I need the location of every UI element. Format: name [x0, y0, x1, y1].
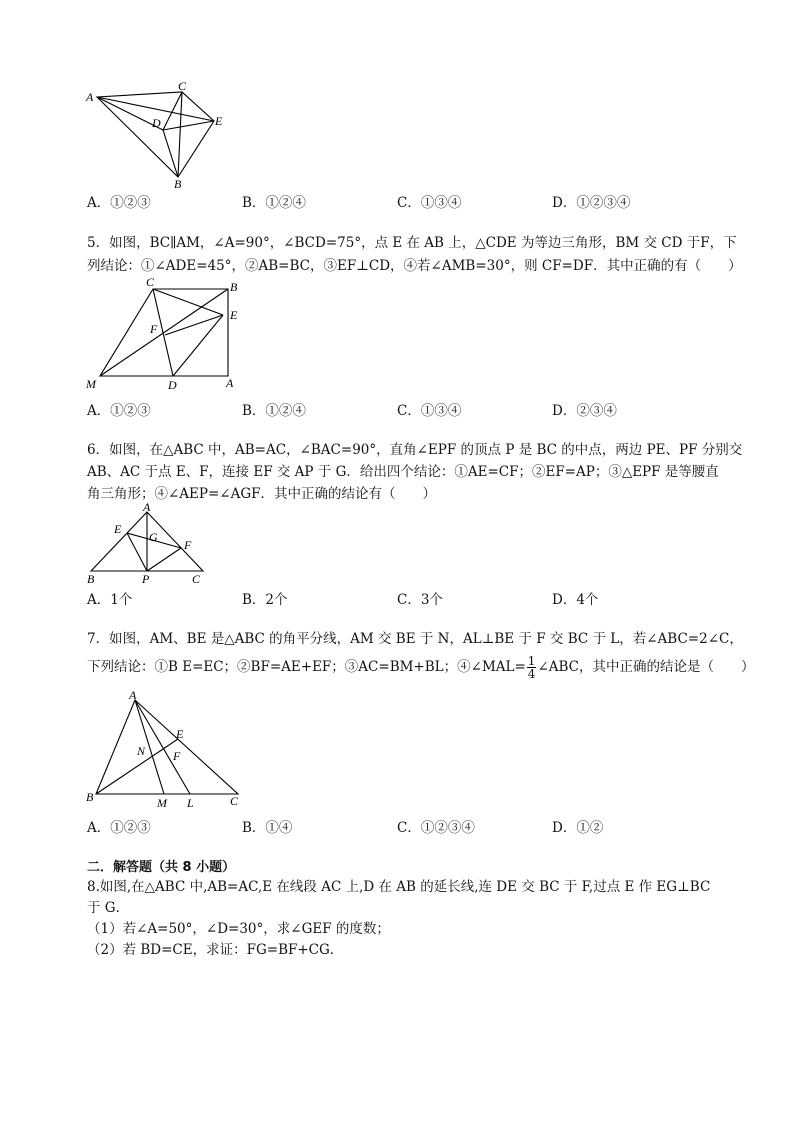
q7-label-b: B	[86, 790, 94, 804]
q7-label-l: L	[187, 796, 194, 810]
q6-option-b[interactable]: B．2个	[242, 592, 288, 608]
q4-option-c[interactable]: C．①③④	[397, 195, 462, 211]
q7-option-d[interactable]: D．①②	[552, 820, 604, 836]
q7-label-c: C	[230, 794, 239, 808]
q7-text-line2	[87, 653, 755, 681]
q6-label-f: F	[184, 538, 192, 552]
q6-label-p: P	[142, 572, 150, 586]
q7-label-n: N	[137, 744, 146, 758]
q4-outer-quad	[97, 92, 214, 177]
q5-label-a: A	[226, 376, 234, 390]
q8-text-line3: （1）若∠A=50°，∠D=30°，求∠GEF 的度数；	[87, 921, 390, 937]
q6-option-d[interactable]: D．4个	[552, 592, 599, 608]
section-heading: 二．解答题（共 8 小题）	[87, 860, 236, 875]
q7-fraction-denominator: 4	[527, 667, 536, 681]
q4-label-e: E	[215, 114, 223, 128]
q5-label-b: B	[230, 280, 238, 294]
q5-option-c[interactable]: C．①③④	[397, 403, 462, 419]
q6-text-line3: 角三角形；④∠AEP=∠AGF．其中正确的结论有（ ）	[87, 486, 437, 502]
q7-fraction	[527, 655, 537, 680]
q6-label-c: C	[192, 572, 201, 586]
q5-option-b[interactable]: B．①②④	[242, 403, 306, 419]
q6-text-line1: 6．如图，在△ABC 中，AB=AC，∠BAC=90°，直角∠EPF 的顶点 P 是 BC 的中点，两边 PE、PF 分别交	[87, 442, 743, 458]
q5-label-f: F	[150, 322, 158, 336]
q7-option-a[interactable]: A．①②③	[87, 820, 151, 836]
q5-label-m: M	[86, 377, 96, 391]
q6-figure	[80, 500, 220, 588]
q5-label-d: D	[168, 378, 177, 392]
q6-option-a[interactable]: A．1个	[87, 592, 133, 608]
q4-label-a: A	[86, 90, 94, 104]
q7-option-b[interactable]: B．①④	[242, 820, 293, 836]
q6-option-c[interactable]: C．3个	[397, 592, 443, 608]
q8-text-line1: 8.如图,在△ABC 中,AB=AC,E 在线段 AC 上,D 在 AB 的延长线,连 DE 交 BC 于 F,过点 E 作 EG⊥BC	[87, 879, 711, 895]
q7-label-f: F	[173, 749, 181, 763]
q4-option-b[interactable]: B．①②④	[242, 195, 306, 211]
q5-label-e: E	[230, 308, 238, 322]
q7-figure	[80, 688, 250, 813]
q6-text-line2: AB、AC 于点 E、F，连接 EF 交 AP 于 G．给出四个结论：①AE=CF；②EF=AP；③△EPF 是等腰直	[87, 464, 719, 480]
q8-text-line2: 于 G．	[87, 900, 130, 916]
q7-text-line2-start: 下列结论：①B E=EC；②BF=AE+EF；③AC=BM+BL；④∠MAL=	[87, 659, 526, 675]
q7-text-line2-end: ∠ABC，其中正确的结论是（ ）	[537, 659, 755, 675]
q5-figure	[80, 275, 250, 395]
q6-label-g: G	[149, 530, 158, 544]
q4-figure	[80, 80, 230, 195]
q5-text-line2: 列结论：①∠ADE=45°，②AB=BC，③EF⊥CD，④若∠AMB=30°，则 CF=DF．其中正确的有（ ）	[87, 258, 742, 274]
q5-label-c: C	[146, 275, 155, 289]
q7-label-a: A	[129, 688, 137, 702]
q5-option-d[interactable]: D．②③④	[552, 403, 617, 419]
q4-option-d[interactable]: D．①②③④	[552, 195, 631, 211]
q7-option-c[interactable]: C．①②③④	[397, 820, 475, 836]
q6-label-b: B	[87, 572, 95, 586]
q8-text-line4: （2）若 BD=CE，求证：FG=BF+CG．	[87, 942, 344, 958]
q5-option-a[interactable]: A．①②③	[87, 403, 151, 419]
q6-label-e: E	[114, 522, 122, 536]
q5-text-line1: 5．如图，BC∥AM，∠A=90°，∠BCD=75°，点 E 在 AB 上，△CDE 为等边三角形，BM 交 CD 于F，下	[87, 235, 737, 251]
q4-label-c: C	[178, 80, 187, 93]
q7-text-line1: 7．如图，AM、BE 是△ABC 的角平分线，AM 交 BE 于 N，AL⊥BE 于 F 交 BC 于 L，若∠ABC=2∠C，	[87, 631, 743, 647]
q4-label-d: D	[152, 116, 161, 130]
q6-label-a: A	[143, 500, 151, 514]
q7-fraction-numerator: 1	[527, 654, 536, 668]
q4-option-a[interactable]: A．①②③	[87, 195, 151, 211]
q4-label-b: B	[174, 177, 182, 191]
q7-label-m: M	[157, 796, 167, 810]
q7-label-e: E	[176, 727, 184, 741]
